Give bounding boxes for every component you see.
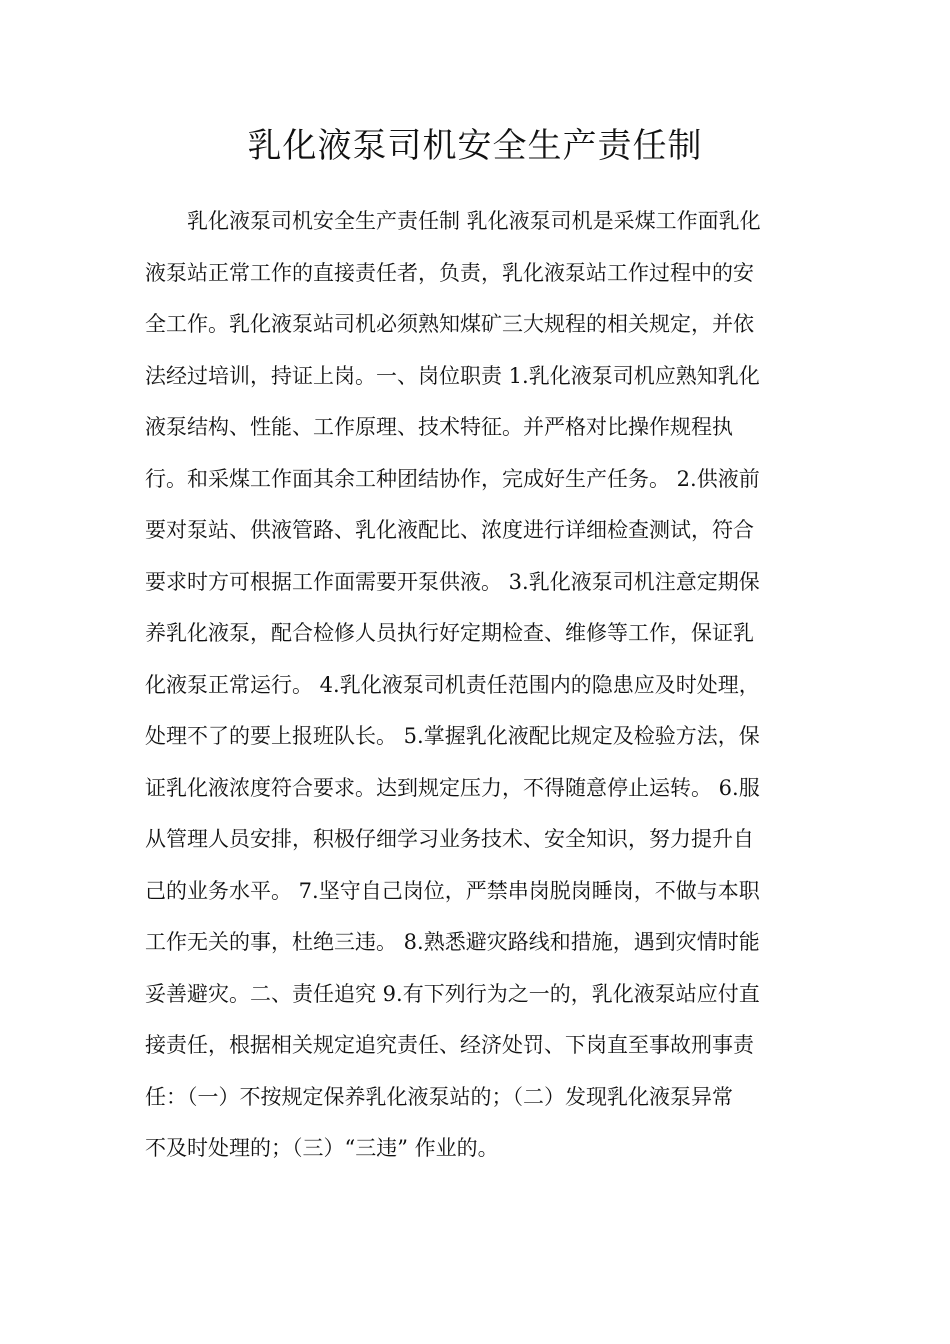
- body-line: 全工作。乳化液泵站司机必须熟知煤矿三大规程的相关规定，并依: [145, 312, 754, 336]
- document-title: 乳化液泵司机安全生产责任制: [247, 126, 703, 166]
- body-line: 任：（一）不按规定保养乳化液泵站的；（二）发现乳化液泵异常: [145, 1084, 733, 1109]
- body-line: 养乳化液泵，配合检修人员执行好定期检查、维修等工作，保证乳: [145, 621, 754, 645]
- body-line: 工作无关的事，杜绝三违。 8.熟悉避灾路线和措施，遇到灾情时能: [145, 930, 760, 954]
- body-line: 化液泵正常运行。 4.乳化液泵司机责任范围内的隐患应及时处理，: [145, 672, 760, 697]
- body-line: 妥善避灾。二、责任追究 9.有下列行为之一的，乳化液泵站应付直: [145, 981, 760, 1006]
- body-line: 证乳化液浓度符合要求。达到规定压力，不得随意停止运转。 6.服: [145, 775, 760, 800]
- body-line: 行。和采煤工作面其余工种团结协作，完成好生产任务。 2.供液前: [145, 466, 760, 491]
- body-line: 处理不了的要上报班队长。 5.掌握乳化液配比规定及检验方法，保: [145, 724, 760, 748]
- body-line: 要对泵站、供液管路、乳化液配比、浓度进行详细检查测试，符合: [145, 518, 754, 542]
- body-line: 法经过培训，持证上岗。一、岗位职责 1.乳化液泵司机应熟知乳化: [145, 363, 760, 388]
- body-line: 液泵结构、性能、工作原理、技术特征。并严格对比操作规程执: [145, 415, 733, 439]
- body-line: 不及时处理的；（三）“三违” 作业的。: [145, 1136, 499, 1160]
- body-line: 从管理人员安排，积极仔细学习业务技术、安全知识，努力提升自: [145, 827, 754, 851]
- body-line: 要求时方可根据工作面需要开泵供液。 3.乳化液泵司机注意定期保: [145, 569, 760, 594]
- body-line: 液泵站正常工作的直接责任者，负责，乳化液泵站工作过程中的安: [145, 260, 754, 285]
- body-line: 己的业务水平。 7.坚守自己岗位，严禁串岗脱岗睡岗，不做与本职: [145, 878, 760, 903]
- document-body: [145, 196, 805, 1175]
- body-line: 乳化液泵司机安全生产责任制 乳化液泵司机是采煤工作面乳化: [187, 209, 761, 233]
- body-line: 接责任，根据相关规定追究责任、经济处罚、下岗直至事故刑事责: [145, 1033, 754, 1057]
